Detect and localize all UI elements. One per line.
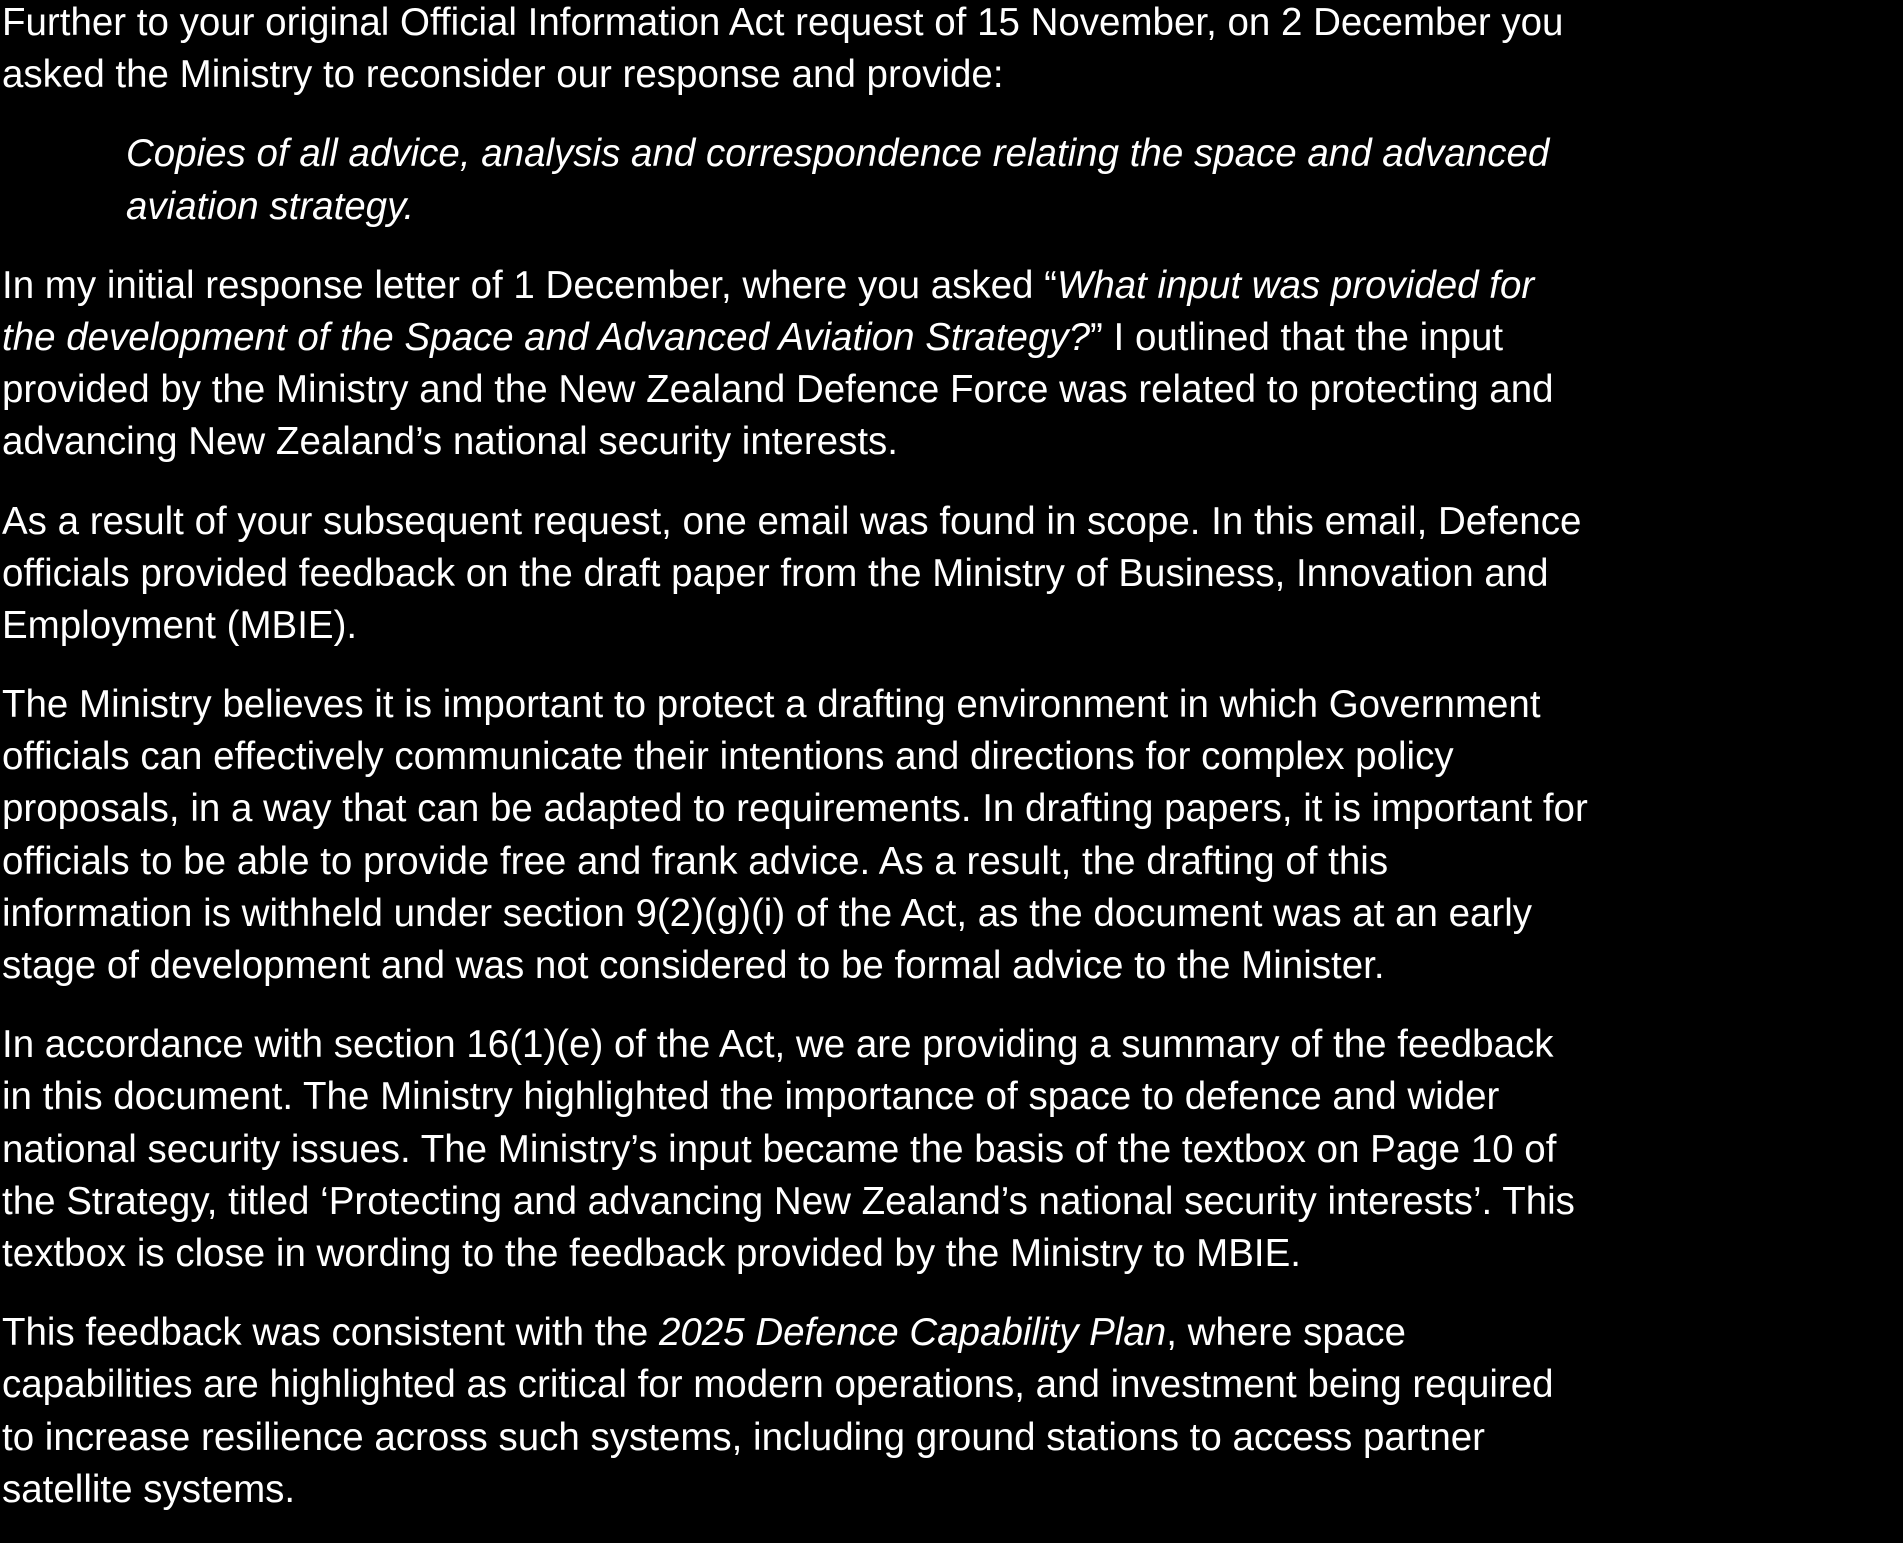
paragraph (2, 0, 1903, 101)
text-line (2, 679, 1903, 731)
text-line (2, 416, 1903, 468)
text-line (2, 260, 1903, 312)
paragraph (2, 1307, 1903, 1516)
text-line (126, 181, 1903, 233)
text-line (2, 496, 1903, 548)
document-body (2, 0, 1903, 1543)
text: In accordance with section 16(1)(e) of the Act, we are providing a summary of the feedback (2, 1023, 1554, 1067)
paragraph (2, 679, 1903, 992)
italic-text: the development of the Space and Advanced Aviation Strategy? (2, 315, 1091, 359)
italic-text: 2025 Defence Capability Plan (658, 1311, 1167, 1355)
text: textbox is close in wording to the feedback provided by the Ministry to MBIE. (2, 1231, 1301, 1275)
text-line (2, 836, 1903, 888)
text: proposals, in a way that can be adapted to requirements. In drafting papers, it is important for (2, 787, 1588, 831)
text-line (2, 1124, 1903, 1176)
text: This feedback was consistent with the (2, 1311, 659, 1355)
text: officials provided feedback on the draft paper from the Ministry of Business, Innovation and (2, 551, 1549, 595)
text-line (2, 1412, 1903, 1464)
text: satellite systems. (2, 1467, 296, 1511)
text-line (2, 888, 1903, 940)
text: in this document. The Ministry highlighted the importance of space to defence and wider (2, 1075, 1500, 1119)
quoted-request (2, 128, 1903, 232)
text: provided by the Ministry and the New Zealand Defence Force was related to protecting and (2, 368, 1554, 412)
italic-text: Copies of all advice, analysis and correspondence relating the space and advanced (126, 132, 1550, 176)
text: information is withheld under section 9(2)(g)(i) of the Act, as the document was at an early (2, 891, 1533, 935)
text-line (2, 0, 1903, 49)
text: officials to be able to provide free and frank advice. As a result, the drafting of this (2, 839, 1389, 883)
text-line (2, 1359, 1903, 1411)
text: The Ministry believes it is important to protect a drafting environment in which Government (2, 683, 1541, 727)
text: national security issues. The Ministry’s input became the basis of the textbox on Page 10 of (2, 1127, 1557, 1171)
text-line (2, 940, 1903, 992)
italic-text: What input was provided for (1056, 263, 1535, 307)
text-line (2, 1071, 1903, 1123)
text-line (2, 1307, 1903, 1359)
text: Employment (MBIE). (2, 603, 358, 647)
text: ” I outlined that the input (1090, 315, 1504, 359)
text: stage of development and was not considered to be formal advice to the Minister. (2, 944, 1385, 987)
text-line (2, 1019, 1903, 1071)
text: asked the Ministry to reconsider our response and provide: (2, 53, 1004, 97)
text: , where space (1166, 1311, 1406, 1355)
text: advancing New Zealand’s national security interests. (2, 420, 898, 464)
text-line (2, 364, 1903, 416)
text: As a result of your subsequent request, one email was found in scope. In this email, Defence (2, 499, 1582, 543)
text-line (2, 1176, 1903, 1228)
text-line (2, 49, 1903, 101)
text-line (2, 1464, 1903, 1516)
text: to increase resilience across such systems, including ground stations to access partner (2, 1415, 1485, 1459)
text-line (2, 731, 1903, 783)
paragraph (2, 496, 1903, 653)
text: the Strategy, titled ‘Protecting and advancing New Zealand’s national security interests’. This (2, 1179, 1575, 1223)
text-line (2, 312, 1903, 364)
text-line (2, 548, 1903, 600)
text-line (2, 600, 1903, 652)
text: Further to your original Official Information Act request of 15 November, on 2 December you (2, 1, 1564, 44)
text-line (126, 128, 1903, 180)
text: capabilities are highlighted as critical for modern operations, and investment being required (2, 1363, 1554, 1407)
italic-text: aviation strategy. (126, 184, 415, 228)
text-line (2, 783, 1903, 835)
paragraph (2, 1019, 1903, 1280)
text: officials can effectively communicate their intentions and directions for complex policy (2, 735, 1454, 779)
text: In my initial response letter of 1 December, where you asked “ (2, 263, 1057, 307)
text-line (2, 1228, 1903, 1280)
paragraph (2, 260, 1903, 469)
